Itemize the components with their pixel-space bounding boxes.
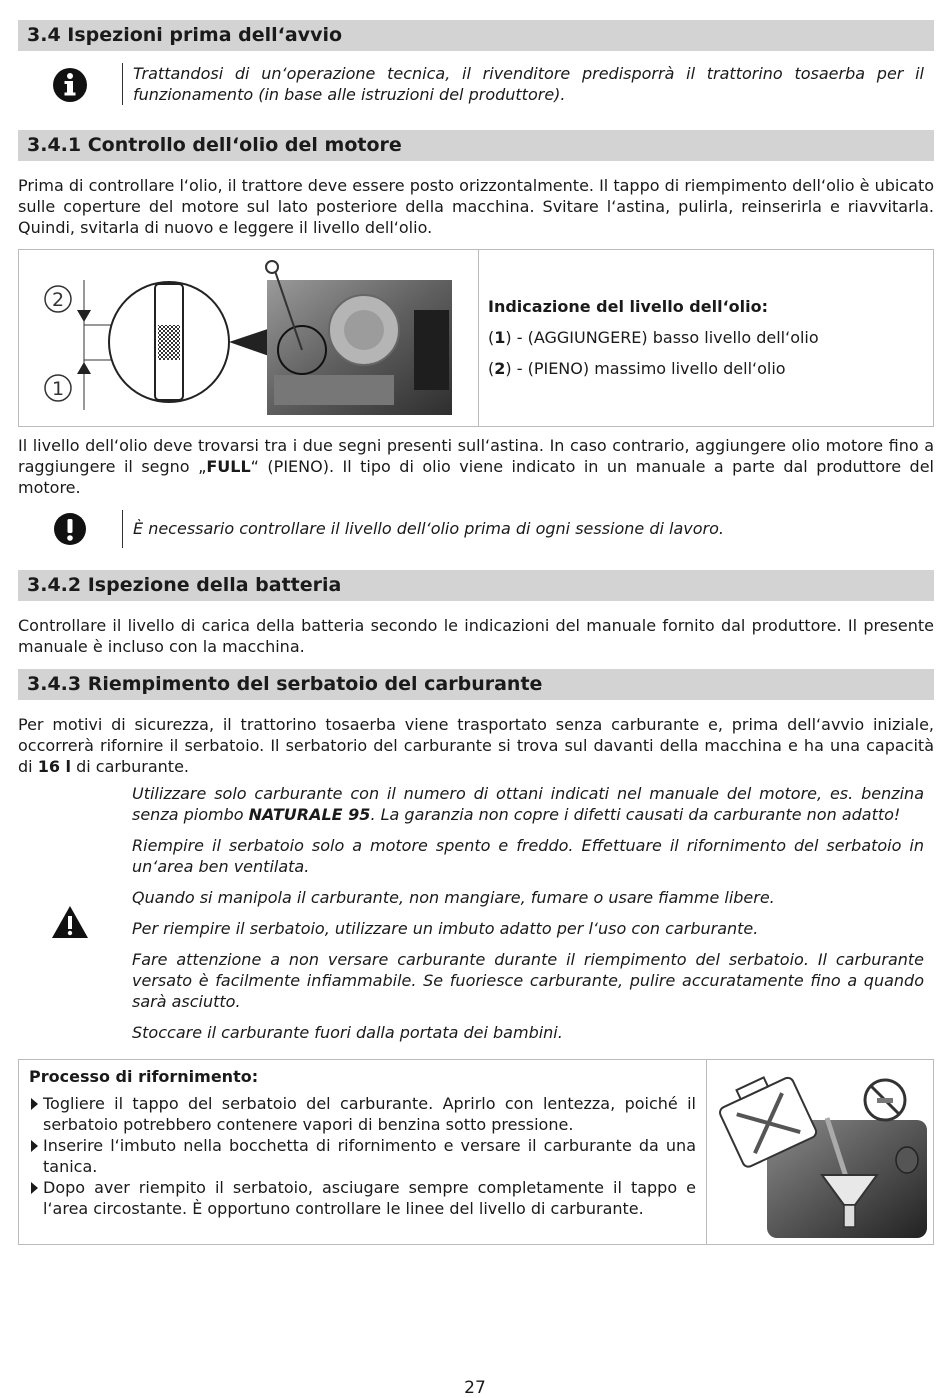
refuel-step: Inserire l‘imbuto nella bocchetta di rifornimento e versare il carburante da una tanica. (29, 1135, 696, 1177)
section-heading-3-4-2: 3.4.2 Ispezione della batteria (18, 570, 934, 601)
oil-legend-title: Indicazione del livello dell‘olio: (488, 297, 769, 316)
section-heading-3-4-1: 3.4.1 Controllo dell‘olio del motore (18, 130, 934, 161)
marker-2: 2 (51, 289, 65, 311)
warning-triangle-icon (51, 905, 89, 939)
fuel-intro: Per motivi di sicurezza, il trattorino tosaerba viene trasportato senza carburante e, prima dell‘avvio iniziale, occorrerà rifornire il serbatoio. Il serbatorio del carburante si trova sul davanti della macchina e ha una capacità di 16 l di carburante. (18, 715, 934, 776)
info-icon (52, 67, 88, 103)
fuel-warning-3: Quando si manipola il carburante, non mangiare, fumare o usare fiamme libere. (132, 888, 775, 907)
refuel-steps-list (29, 1093, 696, 1219)
fuel-warning-1: Utilizzare solo carburante con il numero di ottani indicati nel manuale del motore, es. benzina senza piombo NATURALE 95. La garanzia non copre i difetti causati da carburante non adatto! (132, 784, 924, 824)
refuel-step: Togliere il tappo del serbatoio del carburante. Aprirlo con lentezza, poiché il serbatoio potrebbero contenere vapori di benzina sotto pressione. (29, 1093, 696, 1135)
info-note-text: Trattandosi di un‘operazione tecnica, il rivenditore predisporrà il trattorino tosaerba per il funzionamento (in base alle istruzioni del produttore). (122, 63, 934, 105)
fuel-can-funnel-image (707, 1060, 933, 1244)
fuel-warning-4: Per riempire il serbatoio, utilizzare un imbuto adatto per l‘uso con carburante. (132, 919, 759, 938)
exclamation-icon (53, 512, 87, 546)
info-note (18, 63, 934, 109)
oil-legend-item-1: (1) - (AGGIUNGERE) basso livello dell‘olio (488, 328, 819, 347)
section-heading-3-4-3: 3.4.3 Riempimento del serbatoio del carburante (18, 669, 934, 700)
page-number: 27 (464, 1378, 486, 1398)
oil-level-explanation: Il livello dell‘olio deve trovarsi tra i due segni presenti sull‘astina. In caso contrario, aggiungere olio motore fino a raggiungere il segno „FULL“ (PIENO). Il tipo di olio viene indicato in un manuale a parte dal produttore del motore. (18, 436, 934, 497)
fuel-warning-6: Stoccare il carburante fuori dalla portata dei bambini. (132, 1023, 563, 1042)
fuel-warning-note (18, 783, 934, 1043)
oil-dipstick-illustration (19, 250, 479, 426)
oil-level-figure-box (18, 249, 934, 427)
section-heading-3-4: 3.4 Ispezioni prima dell‘avvio (18, 20, 934, 51)
dipstick-diagram (19, 250, 478, 426)
refuel-step: Dopo aver riempito il serbatoio, asciugare sempre completamente il tappo e l‘area circostante. È opportuno controllare le linee del livello di carburante. (29, 1177, 696, 1219)
attention-note-text: È necessario controllare il livello dell‘olio prima di ogni sessione di lavoro. (122, 510, 934, 548)
marker-1: 1 (51, 378, 65, 400)
attention-note (18, 510, 934, 548)
refuel-process-text (19, 1060, 707, 1244)
manual-page (18, 20, 934, 1245)
fuel-warning-5: Fare attenzione a non versare carburante durante il riempimento del serbatoio. Il carburante versato è facilmente infiammabile. Se fuoriesce carburante, pulire accuratamente fino a quando sarà asciutto. (132, 950, 924, 1011)
refuel-illustration (707, 1060, 933, 1244)
oil-check-intro: Prima di controllare l‘olio, il trattore deve essere posto orizzontalmente. Il tappo di riempimento dell‘olio è ubicato sulle coperture del motore sul lato posteriore della macchina. Svitare l‘astina, pulirla, reinserirla e riavvitarla. Quindi, svitarla di nuovo e leggere il livello dell‘olio. (18, 176, 934, 237)
oil-level-legend (479, 250, 819, 426)
refuel-process-box (18, 1059, 934, 1245)
battery-text: Controllare il livello di carica della batteria secondo le indicazioni del manuale fornito dal produttore. Il presente manuale è incluso con la macchina. (18, 616, 934, 656)
fuel-warning-2: Riempire il serbatoio solo a motore spento e freddo. Effettuare il rifornimento del serbatoio in un‘area ben ventilata. (132, 836, 924, 876)
refuel-process-title: Processo di rifornimento: (29, 1067, 259, 1086)
oil-legend-item-2: (2) - (PIENO) massimo livello dell‘olio (488, 359, 786, 378)
